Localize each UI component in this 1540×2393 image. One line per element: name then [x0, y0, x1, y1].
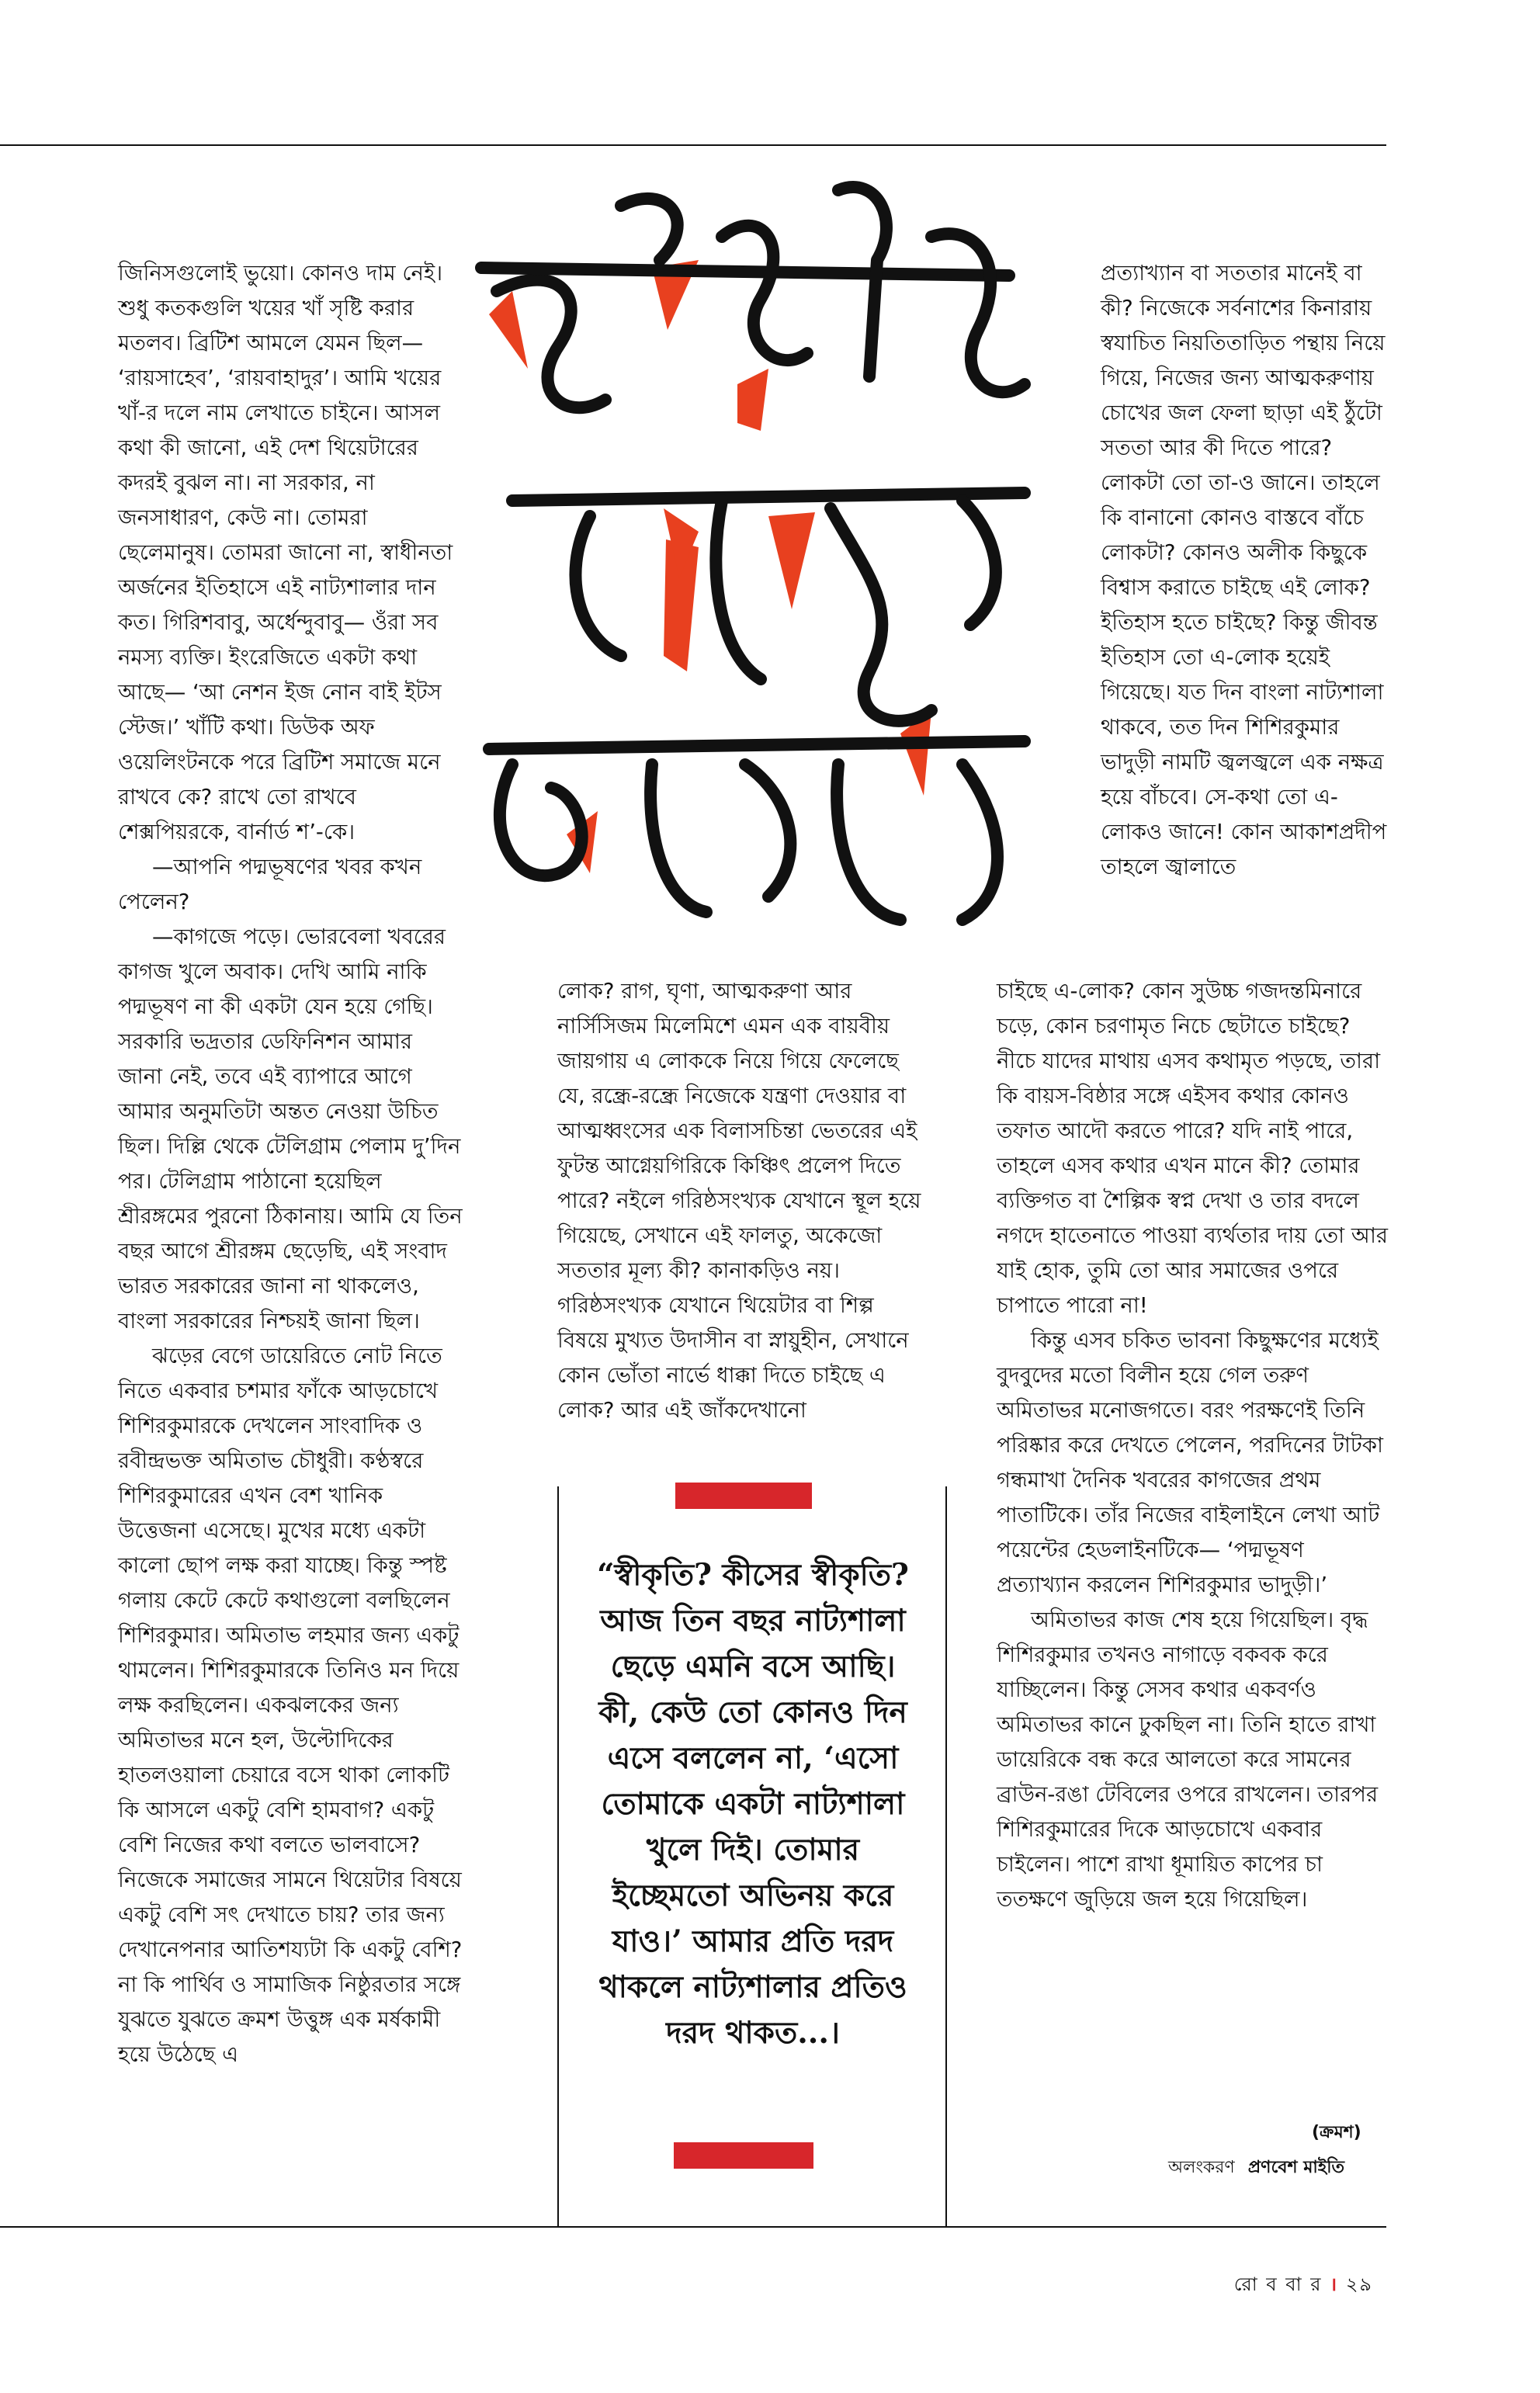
- col4-paragraph-2: কিন্তু এসব চকিত ভাবনা কিছুক্ষণের মধ্যেই বুদবুদের মতো বিলীন হয়ে গেল তরুণ অমিতাভর মনোজগতে। বরং পরক্ষণেই তিনি পরিষ্কার করে দেখতে পেলেন, পরদিনের টাটকা গন্ধমাখা দৈনিক খবরের কাগজের প্রথম পাতাটিকে। তাঁর নিজের বাইলাইনে লেখা আট পয়েন্টের হেডলাইনটিকে— ‘পদ্মভূষণ প্রত্যাখ্যান করলেন শিশিরকুমার ভাদুড়ী।’: [997, 1328, 1383, 1597]
- calligraphy-logo-image: [466, 175, 1056, 951]
- magazine-name: রো ব বা র: [1233, 2273, 1323, 2295]
- quote-box-right-rule: [945, 1486, 947, 2228]
- to-be-continued: (ক্রমশ): [1312, 2123, 1361, 2142]
- quote-bottom-bar: [674, 2142, 813, 2169]
- top-rule: [0, 144, 1386, 146]
- column-1: [118, 256, 463, 2072]
- quote-top-bar: [675, 1483, 812, 1509]
- quote-box-left-rule: [557, 1486, 559, 2228]
- col3-paragraph-1: প্রত্যাখ্যান বা সততার মানেই বা কী? নিজেকে সর্বনাশের কিনারায় স্বযাচিত নিয়তিতাড়িত পন্থায় নিয়ে গিয়ে, নিজের জন্য আত্মকরুণায় চোখের জল ফেলা ছাড়া এই ঠুঁটো সততা আর কী দিতে পারে? লোকটা তো তা-ও জানে। তাহলে কি বানানো কোনও বাস্তবে বাঁচে লোকটা? কোনও অলীক কিছুকে বিশ্বাস করাতে চাইছে এই লোক? ইতিহাস হতে চাইছে? কিন্তু জীবন্ত ইতিহাস তো এ-লোক হয়েই গিয়েছে। যত দিন বাংলা নাট্যশালা থাকবে, তত দিন শিশিরকুমার ভাদুড়ী নামটি জ্বলজ্বলে এক নক্ষত্র হয়ে বাঁচবে। সে-কথা তো এ-লোকও জানে! কোন আকাশপ্রদীপ তাহলে জ্বালাতে: [1101, 261, 1387, 879]
- column-2: [557, 974, 930, 1428]
- col4-paragraph-1: চাইছে এ-লোক? কোন সুউচ্চ গজদন্তমিনারে চড়ে, কোন চরণামৃত নিচে ছেটাতে চাইছে? নীচে যাদের মাথায় এসব কথামৃত পড়ছে, তারা কি বায়স-বিষ্ঠার সঙ্গে এইসব কথার কোনও তফাত আদৌ করতে পারে? যদি নাই পারে, তাহলে এসব কথার এখন মানে কী? তোমার ব্যক্তিগত বা শৈল্পিক স্বপ্ন দেখা ও তার বদলে নগদে হাতেনাতে পাওয়া ব্যর্থতার দায় তো আর যাই হোক, তুমি তো আর সমাজের ওপরে চাপাতে পারো না!: [997, 979, 1389, 1318]
- bottom-rule: [0, 2226, 1386, 2228]
- col1-paragraph-1: জিনিসগুলোই ভুয়ো। কোনও দাম নেই। শুধু কতকগুলি খয়ের খাঁ সৃষ্টি করার মতলব। ব্রিটিশ আমলে যেমন ছিল— ‘রায়সাহেব’, ‘রায়বাহাদুর’। আমি খয়ের খাঁ-র দলে নাম লেখাতে চাইনে। আসল কথা কী জানো, এই দেশ থিয়েটারের কদরই বুঝল না। না সরকার, না জনসাধারণ, কেউ না। তোমরা ছেলেমানুষ। তোমরা জানো না, স্বাধীনতা অর্জনের ইতিহাসে এই নাট্যশালার দান কত। গিরিশবাবু, অর্ধেন্দুবাবু— ওঁরা সব নমস্য ব্যক্তি। ইংরেজিতে একটা কথা আছে— ‘আ নেশন ইজ নোন বাই ইটস স্টেজ।’ খাঁটি কথা। ডিউক অফ ওয়েলিংটনকে পরে ব্রিটিশ সমাজে মনে রাখবে কে? রাখে তো রাখবে শেক্সপিয়রকে, বার্নার্ড শ’-কে।: [118, 261, 453, 844]
- credit-label: অলংকরণ: [1168, 2158, 1235, 2177]
- logo-text: সংগীত নাটক আকাদেমি: [753, 946, 768, 948]
- col1-paragraph-3: —কাগজে পড়ে। ভোরবেলা খবরের কাগজ খুলে অবাক। দেখি আমি নাকি পদ্মভূষণ না কী একটা যেন হয়ে গেছি। সরকারি ভদ্রতার ডেফিনিশন আমার জানা নেই, তবে এই ব্যাপারে আগে আমার অনুমতিটা অন্তত নেওয়া উচিত ছিল। দিল্লি থেকে টেলিগ্রাম পেলাম দু’দিন পর। টেলিগ্রাম পাঠানো হয়েছিল শ্রীরঙ্গমের পুরনো ঠিকানায়। আমি যে তিন বছর আগে শ্রীরঙ্গম ছেড়েছি, এই সংবাদ ভারত সরকারের জানা না থাকলেও, বাংলা সরকারের নিশ্চয়ই জানা ছিল।: [118, 924, 463, 1333]
- col1-paragraph-4: ঝড়ের বেগে ডায়েরিতে নোট নিতে নিতে একবার চশমার ফাঁকে আড়চোখে শিশিরকুমারকে দেখলেন সাংবাদিক ও রবীন্দ্রভক্ত অমিতাভ চৌধুরী। কণ্ঠস্বরে শিশিরকুমারের এখন বেশ খানিক উত্তেজনা এসেছে। মুখের মধ্যে একটা কালো ছোপ লক্ষ করা যাচ্ছে। কিন্তু স্পষ্ট গলায় কেটে কেটে কথাগুলো বলছিলেন শিশিরকুমার। অমিতাভ লহমার জন্য একটু থামলেন। শিশিরকুমারকে তিনিও মন দিয়ে লক্ষ করছিলেন। একঝলকের জন্য অমিতাভর মনে হল, উল্টোদিকের হাতলওয়ালা চেয়ারে বসে থাকা লোকটি কি আসলে একটু বেশি হামবাগ? একটু বেশি নিজের কথা বলতে ভালবাসে? নিজেকে সমাজের সামনে থিয়েটার বিষয়ে একটু বেশি সৎ দেখাতে চায়? তার জন্য দেখানেপনার আতিশয্যটা কি একটু বেশি? না কি পার্থিব ও সামাজিক নিষ্ঠুরতার সঙ্গে যুঝতে যুঝতে ক্রমশ উত্তুঙ্গ এক মর্ষকামী হয়ে উঠেছে এ: [118, 1344, 463, 2067]
- footer-separator: ।: [1330, 2273, 1339, 2295]
- illustration-credit: [1168, 2154, 1344, 2183]
- pull-quote: “স্বীকৃতি? কীসের স্বীকৃতি? আজ তিন বছর নাট্যশালা ছেড়ে এমনি বসে আছি। কী, কেউ তো কোনও দিন এসে বললেন না, ‘এসো তোমাকে একটা নাট্যশালা খুলে দিই। তোমার ইচ্ছেমতো অভিনয় করে যাও।’ আমার প্রতি দরদ থাকলে নাট্যশালার প্রতিও দরদ থাকত...।: [597, 1557, 909, 2051]
- page-number: ২৯: [1345, 2273, 1373, 2295]
- credit-name: প্রণবেশ মাইতি: [1247, 2158, 1345, 2177]
- column-3: [1101, 256, 1389, 885]
- sangeet-natak-akademi-calligraphy: [466, 175, 1056, 951]
- page-footer: [1234, 2270, 1373, 2301]
- col1-paragraph-2: —আপনি পদ্মভূষণের খবর কখন পেলেন?: [118, 855, 422, 914]
- col4-paragraph-3: অমিতাভর কাজ শেষ হয়ে গিয়েছিল। বৃদ্ধ শিশিরকুমার তখনও নাগাড়ে বকবক করে যাচ্ছিলেন। কিন্তু সেসব কথার একবর্ণও অমিতাভর কানে ঢুকছিল না। তিনি হাতে রাখা ডায়েরিকে বন্ধ করে আলতো করে সামনের ব্রাউন-রঙা টেবিলের ওপরে রাখলেন। তারপর শিশিরকুমারের দিকে আড়চোখে একবার চাইলেন। পাশে রাখা ধূমায়িত কাপের চা ততক্ষণে জুড়িয়ে জল হয়ে গিয়েছিল।: [997, 1607, 1379, 1912]
- col2-paragraph-1: লোক? রাগ, ঘৃণা, আত্মকরুণা আর নার্সিসিজম মিলেমিশে এমন এক বায়বীয় জায়গায় এ লোককে নিয়ে গিয়ে ফেলেছে যে, রন্ধ্রে-রন্ধ্রে নিজেকে যন্ত্রণা দেওয়ার বা আত্মধ্বংসের এক বিলাসচিন্তা ভেতরের এই ফুটন্ত আগ্নেয়গিরিকে কিঞ্চিৎ প্রলেপ দিতে পারে? নইলে গরিষ্ঠসংখ্যক যেখানে স্থূল হয়ে গিয়েছে, সেখানে এই ফালতু, অকেজো সততার মূল্য কী? কানাকড়িও নয়। গরিষ্ঠসংখ্যক যেখানে থিয়েটার বা শিল্প বিষয়ে মুখ্যত উদাসীন বা স্নায়ুহীন, সেখানে কোন ভোঁতা নার্ভে ধাক্কা দিতে চাইছে এ লোক? আর এই জাঁকদেখানো: [557, 979, 921, 1423]
- column-4: [997, 974, 1389, 1917]
